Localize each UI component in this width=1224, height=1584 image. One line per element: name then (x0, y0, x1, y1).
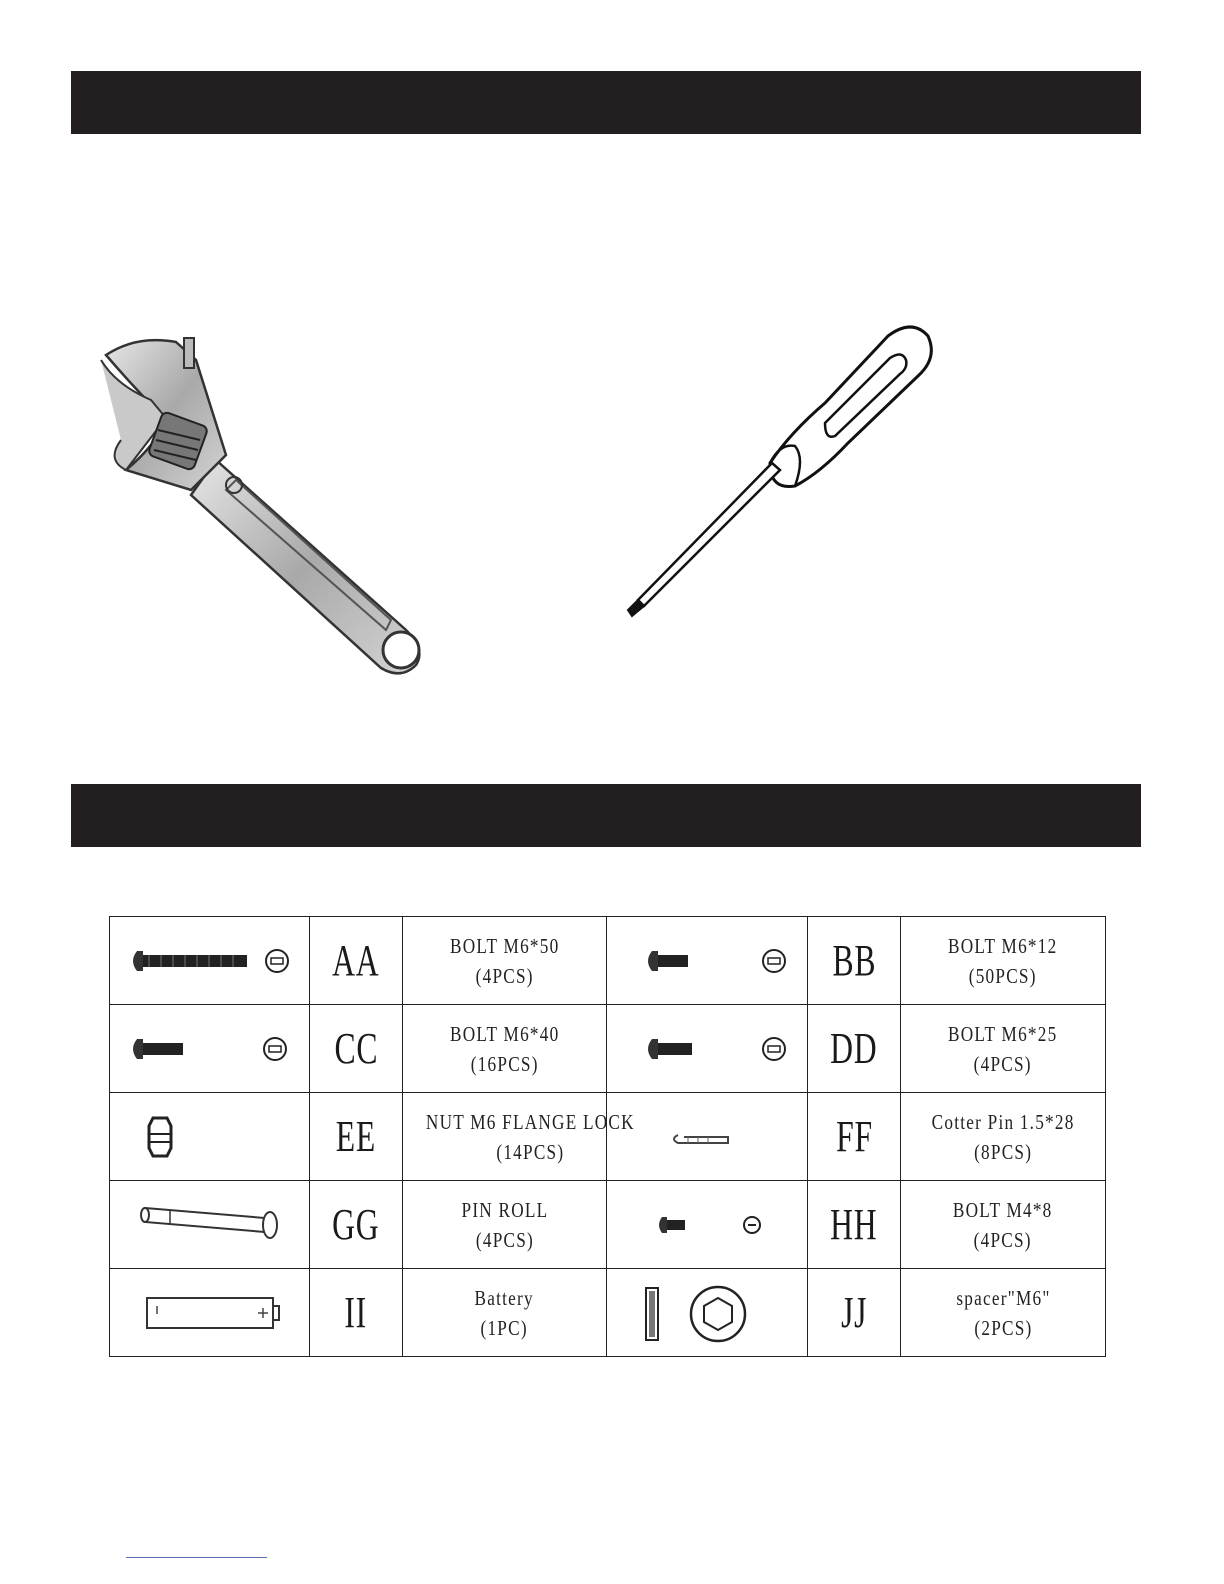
part-name: BOLT M6*50 (449, 933, 560, 958)
roll-pin-icon (125, 1200, 295, 1250)
part-code: GG (332, 1200, 380, 1249)
table-row (110, 1269, 1106, 1357)
part-code: CC (334, 1024, 378, 1073)
part-name: NUT M6 FLANGE LOCK (425, 1109, 635, 1134)
battery-icon (125, 1288, 295, 1338)
phillips-screwdriver-icon (620, 318, 940, 618)
part-image-cell (607, 917, 808, 1005)
part-code: HH (830, 1200, 878, 1249)
part-code: FF (835, 1112, 873, 1161)
part-name: BOLT M4*8 (953, 1197, 1053, 1222)
cotter-pin-icon (622, 1117, 792, 1157)
part-image-cell (110, 1181, 310, 1269)
part-image-cell (607, 1093, 808, 1181)
tools-section-header-bar (71, 71, 1141, 134)
part-quantity: (8PCS) (973, 1139, 1033, 1164)
part-quantity: (2PCS) (973, 1315, 1033, 1340)
part-quantity: (4PCS) (475, 1227, 534, 1252)
hardware-section-header-bar (71, 784, 1141, 847)
small-bolt-icon (622, 1205, 792, 1245)
part-image-cell (607, 1269, 808, 1357)
part-code: DD (830, 1024, 878, 1073)
table-row (110, 1181, 1106, 1269)
part-quantity: (50PCS) (969, 963, 1037, 988)
medium-bolt-icon (622, 1029, 792, 1069)
part-quantity: (14PCS) (496, 1139, 565, 1164)
spacer-icon (622, 1278, 792, 1348)
footer-rule (126, 1557, 267, 1558)
part-quantity: (4PCS) (973, 1051, 1033, 1076)
part-quantity: (4PCS) (973, 1227, 1033, 1252)
part-code: EE (335, 1112, 377, 1161)
adjustable-wrench-icon (96, 330, 446, 680)
hardware-parts-table (109, 916, 1106, 1357)
part-code: II (344, 1288, 368, 1337)
medium-bolt-icon (125, 1029, 295, 1069)
part-name: Cotter Pin 1.5*28 (931, 1109, 1075, 1134)
part-code: AA (332, 936, 380, 985)
part-quantity: (1PC) (480, 1315, 529, 1340)
part-quantity: (4PCS) (475, 963, 534, 988)
short-bolt-icon (622, 941, 792, 981)
table-row (110, 1093, 1106, 1181)
part-quantity: (16PCS) (470, 1051, 539, 1076)
long-bolt-icon (125, 941, 295, 981)
part-name: BOLT M6*25 (948, 1021, 1058, 1046)
part-image-cell (607, 1181, 808, 1269)
part-image-cell (110, 917, 310, 1005)
flange-nut-icon (125, 1112, 295, 1162)
table-row (110, 1005, 1106, 1093)
part-name: Battery (474, 1285, 535, 1310)
part-image-cell (110, 1005, 310, 1093)
part-image-cell (607, 1005, 808, 1093)
table-row (110, 917, 1106, 1005)
part-name: PIN ROLL (461, 1197, 548, 1222)
part-name: BOLT M6*40 (449, 1021, 560, 1046)
part-image-cell (110, 1093, 310, 1181)
part-code: BB (832, 936, 876, 985)
part-code: JJ (840, 1288, 868, 1337)
part-image-cell (110, 1269, 310, 1357)
part-name: BOLT M6*12 (948, 933, 1058, 958)
part-name: spacer"M6" (955, 1285, 1051, 1310)
